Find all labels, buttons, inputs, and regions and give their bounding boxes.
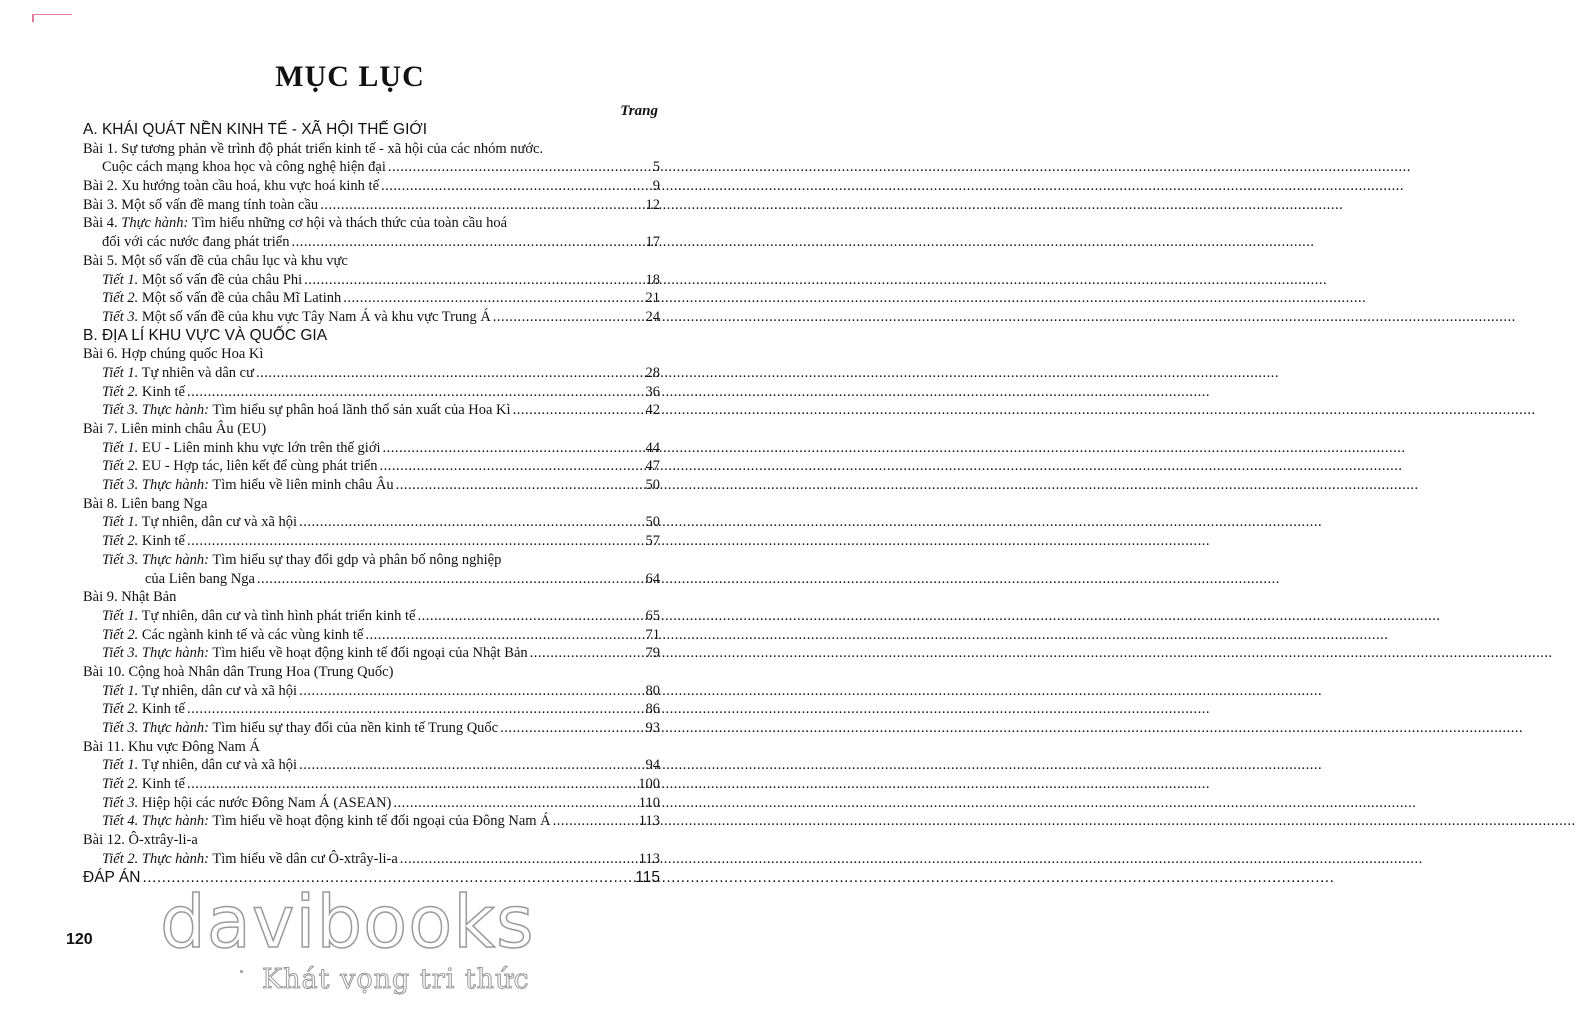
dot-leader: [396, 476, 644, 495]
toc-entry: [83, 196, 660, 215]
dot-leader: [304, 271, 643, 290]
toc-entry-page: 9: [652, 178, 660, 195]
toc-entry: [83, 177, 660, 196]
toc-entry-title: [83, 196, 318, 215]
toc-entry-page: 50: [645, 477, 660, 494]
toc-entry-label: Tiết 2.: [102, 776, 139, 793]
toc-entry-label: Tiết 3. Thực hành:: [102, 402, 209, 419]
toc-entry-title: [83, 831, 198, 850]
toc-entry-title: [102, 850, 398, 869]
dot-leader: [187, 775, 636, 794]
dot-leader: [320, 196, 643, 215]
dot-leader: [381, 177, 651, 196]
toc-entry: [83, 364, 660, 383]
toc-entry-title: [102, 476, 394, 495]
toc-entry-text: Kinh tế: [138, 701, 185, 718]
dot-leader: [299, 682, 643, 701]
toc-entry-title: [102, 271, 302, 290]
toc-entry: [83, 756, 660, 775]
toc-entry-label: Tiết 2.: [102, 626, 139, 643]
toc-entry-text: Kinh tế: [138, 383, 185, 400]
toc-entry: [83, 271, 660, 290]
toc-entry-title: [102, 439, 381, 458]
page-title: MỤC LỤC: [275, 60, 425, 93]
dot-leader: [393, 794, 636, 813]
toc-entry-title: [102, 812, 551, 831]
toc-entry-page: 93: [645, 720, 660, 736]
watermark-slogan: Khát vọng tri thức: [262, 964, 530, 995]
toc-entry-text: Kinh tế: [138, 776, 185, 793]
toc-entry: [83, 607, 660, 626]
toc-entry-title: [83, 869, 140, 888]
toc-entry-label: Tiết 1.: [102, 607, 139, 624]
toc-entry-label: Tiết 3.: [102, 308, 139, 325]
toc-entry-title: [145, 570, 255, 589]
toc-entry-label: Thực hành:: [121, 215, 189, 232]
toc-entry: [83, 345, 660, 364]
toc-entry-title: [102, 457, 377, 476]
dot-leader: [365, 626, 643, 645]
toc-entry-title: [102, 233, 289, 252]
toc-entry: [83, 233, 660, 252]
toc-entry: [83, 308, 660, 327]
toc-entry-label: Tiết 2.: [102, 533, 139, 550]
toc-entry-title: [83, 738, 260, 757]
toc-entry: [83, 626, 660, 645]
dot-leader: [493, 308, 644, 327]
toc-entry-title: [83, 588, 176, 607]
toc-entry-label: Tiết 1.: [102, 757, 139, 774]
toc-entry-label: Tiết 1.: [102, 271, 139, 288]
toc-entry: [83, 439, 660, 458]
toc-entry-page: 50: [645, 514, 660, 531]
dot-leader: [257, 570, 644, 589]
toc-entry-text: của Liên bang Nga: [145, 570, 255, 587]
dot-leader: [187, 700, 644, 719]
toc-entry: [83, 476, 660, 495]
toc-entry-title: [102, 551, 501, 570]
toc-entry: [83, 570, 660, 589]
toc-entry: [83, 831, 660, 850]
toc-entry: [83, 812, 660, 831]
toc-entry: [83, 551, 660, 570]
toc-entry-text: A. KHÁI QUÁT NỀN KINH TẾ - XÃ HỘI THẾ GIỚI: [83, 121, 428, 138]
toc-entry-label: Tiết 3. Thực hành:: [102, 720, 209, 736]
dot-leader: [299, 756, 643, 775]
toc-entry-title: [102, 532, 185, 551]
corner-crop-mark: [32, 14, 72, 21]
page-column-label: Trang: [620, 103, 658, 119]
toc-entry-label: Tiết 2.: [102, 290, 139, 307]
dot-leader: [513, 401, 644, 420]
toc-entry-title: [102, 383, 185, 402]
toc-entry-title: [102, 308, 491, 327]
toc-entry-title: [102, 682, 297, 701]
toc-entry-page: 17: [645, 234, 660, 251]
toc-entry-page: 113: [638, 850, 660, 867]
dot-leader: [388, 158, 651, 177]
toc-entry-text: Bài 12. Ô-xtrây-li-a: [83, 832, 198, 849]
toc-entry-title: [83, 214, 507, 233]
speck: [240, 970, 243, 973]
toc-entry: [83, 719, 660, 738]
dot-leader: [187, 383, 644, 402]
toc-entry-label: Tiết 3. Thực hành:: [102, 551, 209, 568]
dot-leader: [256, 364, 644, 383]
toc-entry: [83, 121, 660, 140]
toc-entry-title: [102, 289, 341, 308]
toc-entry-text: Bài 6. Hợp chúng quốc Hoa Kì: [83, 346, 264, 363]
toc-entry-text: Tự nhiên, dân cư và xã hội: [138, 682, 298, 699]
toc-entry: [83, 794, 660, 813]
dot-leader: [400, 850, 637, 869]
toc-entry-title: [102, 513, 297, 532]
toc-entry-text: Hiệp hội các nước Đông Nam Á (ASEAN): [138, 794, 392, 811]
toc-entry: [83, 644, 660, 663]
toc-entry-text: Bài 1. Sự tương phản về trình độ phát triển kinh tế - xã hội của các nhóm nước.: [83, 140, 544, 157]
toc-entry-page: 100: [638, 776, 660, 793]
toc-entry-page: 28: [645, 364, 660, 381]
toc-entry-text: Một số vấn đề của châu Phi: [138, 271, 303, 288]
toc-entry-text: Tìm hiểu về hoạt động kinh tế đối ngoại của Nhật Bản: [209, 645, 528, 662]
toc-entry-text: Tìm hiểu về hoạt động kinh tế đối ngoại của Đông Nam Á: [209, 813, 551, 830]
toc-entry-title: [102, 775, 185, 794]
toc-entry-text: Bài 2. Xu hướng toàn cầu hoá, khu vực hoá kinh tế: [83, 178, 380, 195]
toc-entry-text: đối với các nước đang phát triển: [102, 234, 290, 251]
dot-leader: [553, 812, 637, 831]
dot-leader: [500, 719, 643, 738]
toc-entry-text: Tự nhiên, dân cư và xã hội: [138, 757, 298, 774]
toc-entry-title: [102, 756, 297, 775]
toc-entry-text: Tìm hiểu về dân cư Ô-xtrây-li-a: [209, 850, 398, 867]
toc-entry-label: Tiết 2.: [102, 701, 139, 718]
toc-entry-text: Tìm hiểu sự phân hoá lãnh thổ sản xuất của Hoa Kì: [209, 402, 511, 419]
toc-entry-text: Bài 11. Khu vực Đông Nam Á: [83, 738, 260, 755]
toc-entry-label: Tiết 1.: [102, 514, 139, 531]
toc-entry-label: Tiết 3. Thực hành:: [102, 645, 209, 662]
toc-entry-page: 12: [645, 196, 660, 213]
toc-entry-page: 24: [645, 308, 660, 325]
toc-entry-page: 115: [635, 868, 660, 886]
table-of-contents: [83, 121, 660, 889]
toc-entry: [83, 738, 660, 757]
toc-entry-text: Tự nhiên, dân cư và tình hình phát triển kinh tế: [138, 607, 416, 624]
toc-entry-text: Một số vấn đề của khu vực Tây Nam Á và khu vực Trung Á: [138, 308, 491, 325]
toc-entry-label: Tiết 2. Thực hành:: [102, 850, 209, 867]
toc-entry-text: Tìm hiểu sự thay đổi của nền kinh tế Trung Quốc: [209, 720, 499, 736]
toc-entry-text: Tìm hiểu sự thay đổi gdp và phân bố nông nghiệp: [209, 551, 502, 568]
toc-entry: [83, 588, 660, 607]
toc-entry-label: Tiết 1.: [102, 682, 139, 699]
toc-entry-page: 64: [645, 570, 660, 587]
toc-entry: [83, 252, 660, 271]
toc-entry-title: [83, 121, 427, 140]
toc-entry-page: 47: [645, 458, 660, 475]
toc-entry: [83, 775, 660, 794]
toc-entry-text: EU - Hợp tác, liên kết để cùng phát triển: [138, 458, 378, 475]
toc-entry-text: Bài 5. Một số vấn đề của châu lục và khu vực: [83, 252, 348, 269]
toc-entry-title: [83, 140, 543, 159]
toc-entry: [83, 457, 660, 476]
toc-entry-label: Tiết 2.: [102, 458, 139, 475]
toc-entry-label: Tiết 3. Thực hành:: [102, 477, 209, 494]
toc-entry-page: 110: [638, 794, 660, 811]
toc-entry-label: Tiết 4. Thực hành:: [102, 813, 209, 830]
toc-entry-text: Cuộc cách mạng khoa học và công nghệ hiện đại: [102, 159, 386, 176]
toc-entry: [83, 420, 660, 439]
toc-entry-page: 5: [652, 159, 660, 176]
dot-leader: [291, 233, 643, 252]
toc-entry-page: 71: [645, 626, 660, 643]
toc-entry-title: [102, 794, 391, 813]
toc-entry-text: Tìm hiểu về liên minh châu Âu: [209, 477, 394, 494]
toc-entry-page: 94: [645, 757, 660, 774]
toc-entry-page: 57: [645, 533, 660, 550]
toc-entry-text: Bài 7. Liên minh châu Âu (EU): [83, 421, 267, 437]
toc-entry-title: [102, 158, 386, 177]
toc-entry-text: Tự nhiên và dân cư: [138, 364, 254, 381]
toc-entry-title: [102, 607, 415, 626]
dot-leader: [383, 439, 644, 458]
dot-leader: [417, 607, 643, 626]
toc-entry-page: 21: [645, 290, 660, 307]
dot-leader: [299, 513, 643, 532]
dot-leader: [187, 532, 644, 551]
toc-entry-title: [83, 252, 348, 271]
toc-entry-label: Tiết 1.: [102, 439, 139, 456]
toc-entry-text: B. ĐỊA LÍ KHU VỰC VÀ QUỐC GIA: [83, 326, 328, 344]
toc-entry-page: 42: [645, 402, 660, 419]
toc-entry-page: 18: [645, 271, 660, 288]
toc-entry-page: 65: [645, 607, 660, 624]
toc-entry-title: [83, 420, 266, 439]
toc-entry-title: [102, 719, 498, 738]
toc-entry-page: 44: [645, 439, 660, 456]
toc-entry: [83, 663, 660, 682]
toc-entry-label: Tiết 2.: [102, 383, 139, 400]
toc-entry-text: Tìm hiểu những cơ hội và thách thức của toàn cầu hoá: [188, 215, 508, 232]
toc-entry-title: [83, 327, 327, 346]
toc-entry-label: Tiết 3.: [102, 794, 139, 811]
toc-entry-text: ĐÁP ÁN: [83, 868, 141, 886]
toc-entry-text: Bài 8. Liên bang Nga: [83, 495, 208, 512]
toc-entry: [83, 700, 660, 719]
toc-entry: [83, 327, 660, 346]
toc-entry-title: [83, 663, 393, 682]
toc-entry-title: [102, 644, 528, 663]
toc-entry-text: Bài 9. Nhật Bản: [83, 589, 177, 606]
toc-entry-title: [83, 345, 263, 364]
dot-leader: [530, 644, 644, 663]
watermark-brand: davibooks: [160, 880, 535, 964]
toc-entry-title: [83, 177, 379, 196]
toc-entry-text: EU - Liên minh khu vực lớn trên thế giới: [138, 439, 381, 456]
toc-entry: [83, 682, 660, 701]
toc-entry-text: Bài 10. Cộng hoà Nhân dân Trung Hoa (Trung Quốc): [83, 663, 394, 680]
toc-entry-text: Một số vấn đề của châu Mĩ Latinh: [138, 290, 342, 307]
toc-entry-page: 80: [645, 682, 660, 699]
toc-entry: [83, 140, 660, 159]
toc-entry-title: [83, 495, 207, 514]
toc-entry-page: 113: [638, 813, 660, 830]
page-number: 120: [66, 931, 93, 948]
toc-entry-title: [102, 364, 254, 383]
toc-entry: [83, 158, 660, 177]
toc-entry-page: 79: [645, 645, 660, 662]
toc-entry: [83, 513, 660, 532]
toc-entry: [83, 401, 660, 420]
toc-entry-title: [102, 700, 185, 719]
toc-entry-text: Bài 3. Một số vấn đề mang tính toàn cầu: [83, 196, 319, 213]
toc-entry-label: Tiết 1.: [102, 364, 139, 381]
toc-entry-text: Tự nhiên, dân cư và xã hội: [138, 514, 298, 531]
dot-leader: [343, 289, 643, 308]
toc-entry: [83, 214, 660, 233]
toc-entry-page: 86: [645, 701, 660, 718]
toc-entry-title: [102, 401, 511, 420]
toc-entry-prefix: Bài 4.: [83, 215, 122, 232]
toc-entry: [83, 289, 660, 308]
toc-entry: [83, 850, 660, 869]
toc-entry: [83, 383, 660, 402]
toc-entry-title: [102, 626, 363, 645]
toc-entry-text: Kinh tế: [138, 533, 185, 550]
dot-leader: [379, 457, 643, 476]
toc-entry: [83, 495, 660, 514]
toc-entry: [83, 532, 660, 551]
toc-entry-page: 36: [645, 383, 660, 400]
toc-entry-text: Các ngành kinh tế và các vùng kinh tế: [138, 626, 364, 643]
